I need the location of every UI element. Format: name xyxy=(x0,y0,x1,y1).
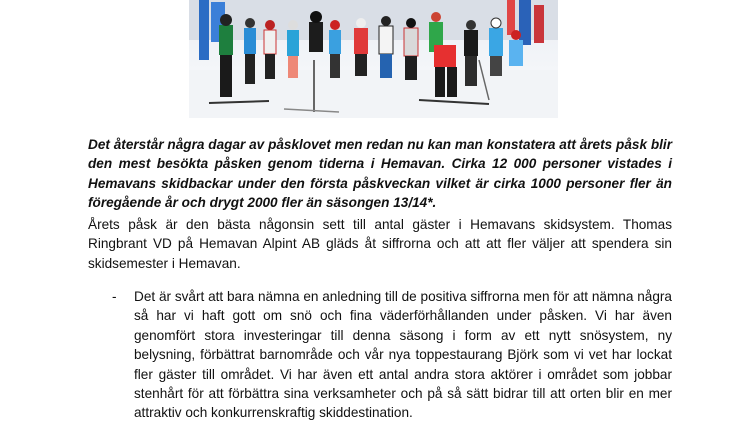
ski-school-photo xyxy=(189,0,558,118)
quote-bullet: - xyxy=(112,289,117,304)
ski-scene-illustration xyxy=(189,0,558,118)
body-paragraph: Årets påsk är den bästa någonsin sett till antal gäster i Hemavans skidsystem. Thomas Ringbrant VD på Hemavan Alpint AB gläds åt siffrorna och att att fler väljer att spendera sin skidsemester i Hemavan. xyxy=(88,217,672,271)
quote-text: Det är svårt att bara nämna en anledning till de positiva siffrorna men för att nämna några så har vi haft gott om snö och fina väderförhållanden under påsken. Vi har även genomfört stora investeringar till denna säsong i form av ett nytt snösystem, ny belysning, förbättrat barnområde och vår nya toppestaurang Björk som vi vet har lockat fler gäster till området. Vi har även ett antal andra stora aktörer i området som jobbar stenhårt för att förbättra sina verksamheter och på så sätt bidrar till att orten blir en mer attraktiv och konkurrenskraftig skiddestination. xyxy=(134,289,672,421)
lead-paragraph: Det återstår några dagar av påsklovet men redan nu kan man konstatera att årets påsk blir den mest besökta påsken genom tiderna i Hemavan. Cirka 12 000 personer vistades i Hemavans skidbackar under den första påskveckan vilket är cirka 1000 personer fler än föregående år och drygt 2000 fler än säsongen 13/14*. xyxy=(88,137,672,211)
quote-list-item xyxy=(112,287,672,423)
